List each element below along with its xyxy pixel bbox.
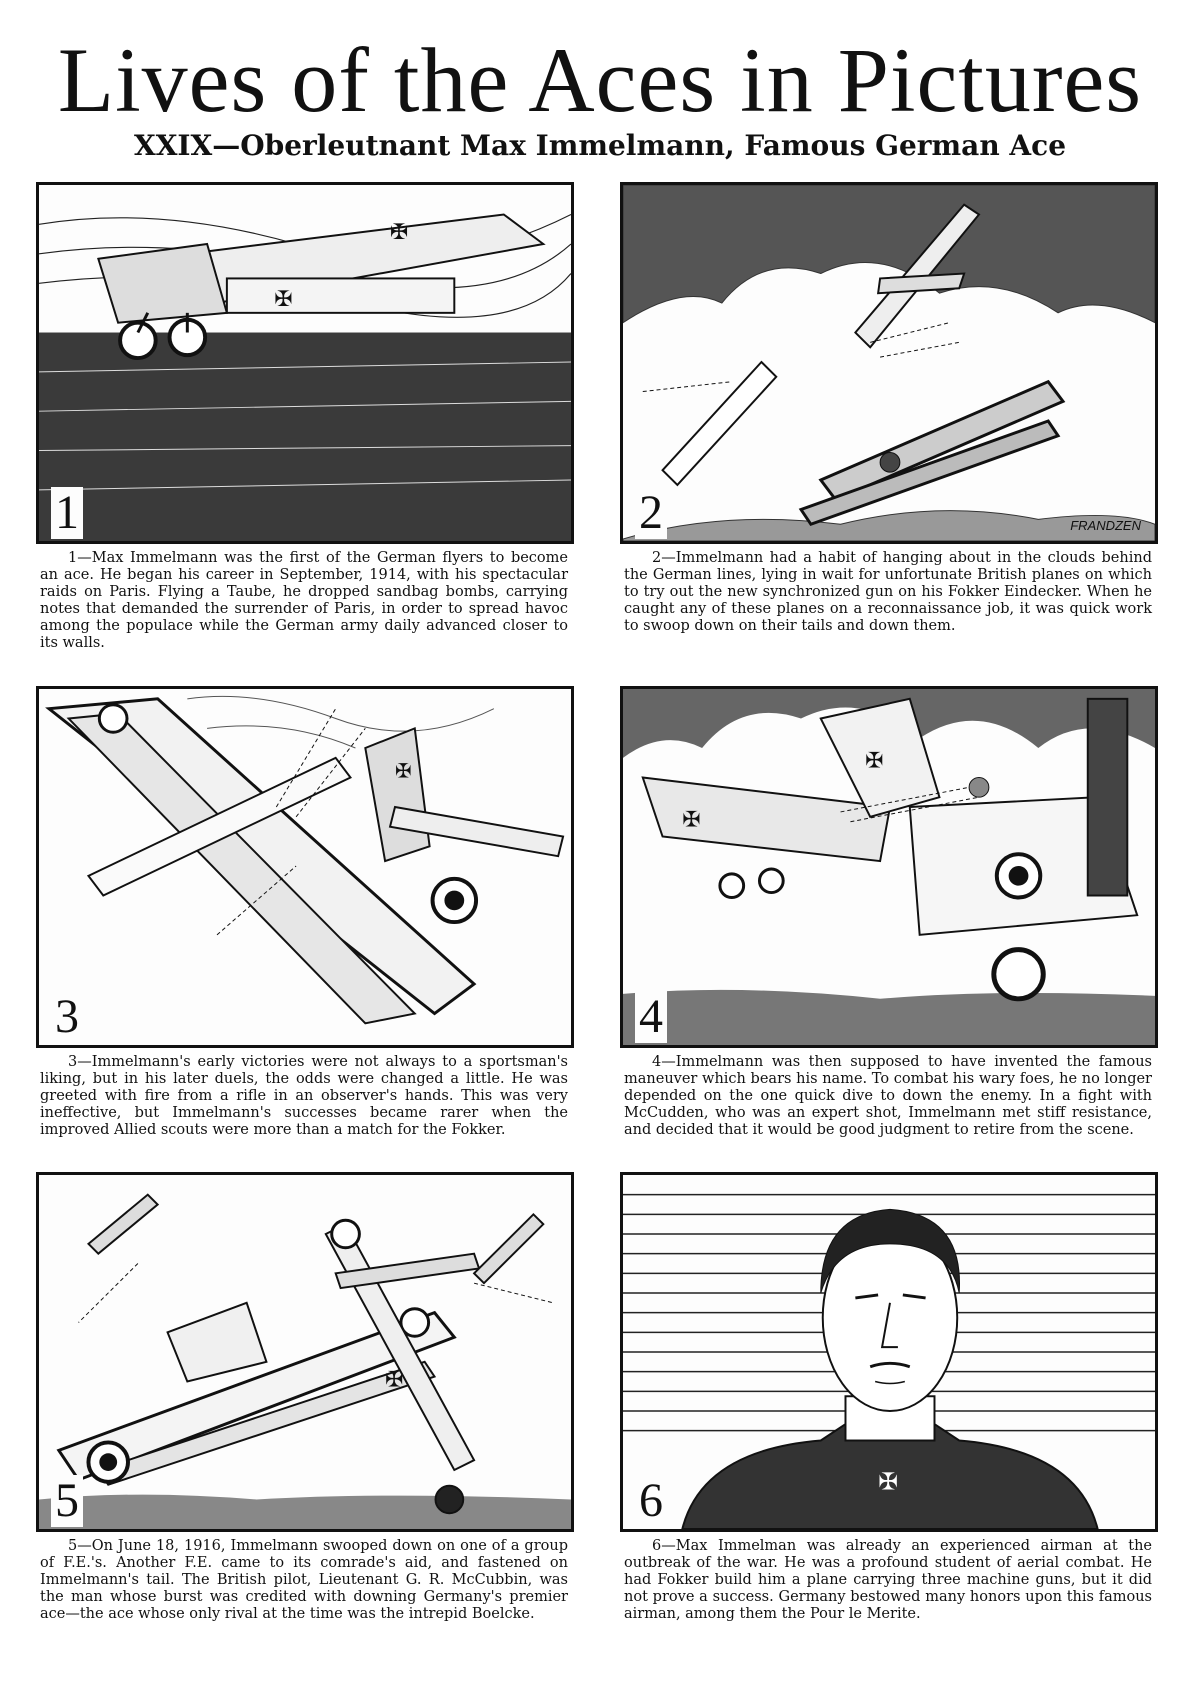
panel-5-caption: 5—On June 18, 1916, Immelmann swooped down on one of a group of F.E.'s. Another F.E. came to its comrade's aid, and fastened on Immelmann's tail. The British pilot, Lieutenant G. R. McCubbin, was the man whose burst was credited with downing Germany's premier ace—the ace whose only rival at the time was the intrepid Boelcke. [40,1538,568,1622]
svg-text:✠: ✠ [390,220,409,246]
panel-2-caption: 2—Immelmann had a habit of hanging about in the clouds behind the German lines, lying in wait for unfortunate British planes on which to try out the new synchronized gun on his Fokker Eindecker. When he caught any of these planes on a reconnaissance job, it was quick work to swoop down on their tails and down them. [624,550,1152,634]
taube-over-paris-drawing [39,185,571,541]
panel-6-number: 6 [635,1475,667,1527]
panel-6-caption: 6—Max Immelman was already an experienced airman at the outbreak of the war. He was a profound student of aerial combat. He had Fokker build him a plane carrying three machine guns, but it did not prove a success. Germany bestowed many honors upon this famous airman, among them the Pour le Merite. [624,1538,1152,1622]
page-title: Lives of the Aces in Pictures [57,29,1143,131]
final-dogfight-drawing [39,1175,571,1529]
panel-2-illustration [620,182,1158,544]
panel-4-caption: 4—Immelmann was then supposed to have invented the famous maneuver which bears his name. To combat his wary foes, he no longer depended on the one quick dive to down the enemy. In a fight with McCudden, who was an expert shot, Immelmann met stiff resistance, and decided that it would be good judgment to retire from the scene. [624,1054,1152,1138]
svg-text:✠: ✠ [865,748,884,774]
panel-6-illustration [620,1172,1158,1532]
artist-signature: FRANDZEN [1070,518,1141,533]
svg-text:✠: ✠ [274,287,293,312]
svg-text:✠: ✠ [682,807,701,833]
panel-4-number: 4 [635,991,667,1043]
svg-text:✠: ✠ [385,1367,404,1393]
panel-1-illustration [36,182,574,544]
panel-2-number: 2 [635,487,667,539]
fokker-ambush-drawing [623,185,1155,541]
svg-text:✠: ✠ [394,759,412,783]
panel-4-illustration [620,686,1158,1048]
immelmann-turn-drawing [623,689,1155,1045]
rifle-observer-duel-drawing [39,689,571,1045]
panel-3-illustration [36,686,574,1048]
page-subtitle: XXIX—Oberleutnant Max Immelmann, Famous German Ace [133,129,1067,162]
portrait-drawing [623,1175,1155,1529]
panel-3-caption: 3—Immelmann's early victories were not always to a sportsman's liking, but in his later duels, the odds were changed a little. He was greeted with fire from a rifle in an observer's hands. This was very ineffective, but Immelmann's successes became rarer when the improved Allied scouts were more than a match for the Fokker. [40,1054,568,1138]
panel-5-number: 5 [51,1475,83,1527]
panel-1-number: 1 [51,487,83,539]
panel-1-caption: 1—Max Immelmann was the first of the German flyers to become an ace. He began his career in September, 1914, with his spectacular raids on Paris. Flying a Taube, he dropped sandbag bombs, carrying notes that demanded the surrender of Paris, in order to spread havoc among the populace while the German army daily advanced closer to its walls. [40,550,568,651]
panel-5-illustration [36,1172,574,1532]
svg-text:✠: ✠ [878,1467,899,1496]
panel-3-number: 3 [51,991,83,1043]
